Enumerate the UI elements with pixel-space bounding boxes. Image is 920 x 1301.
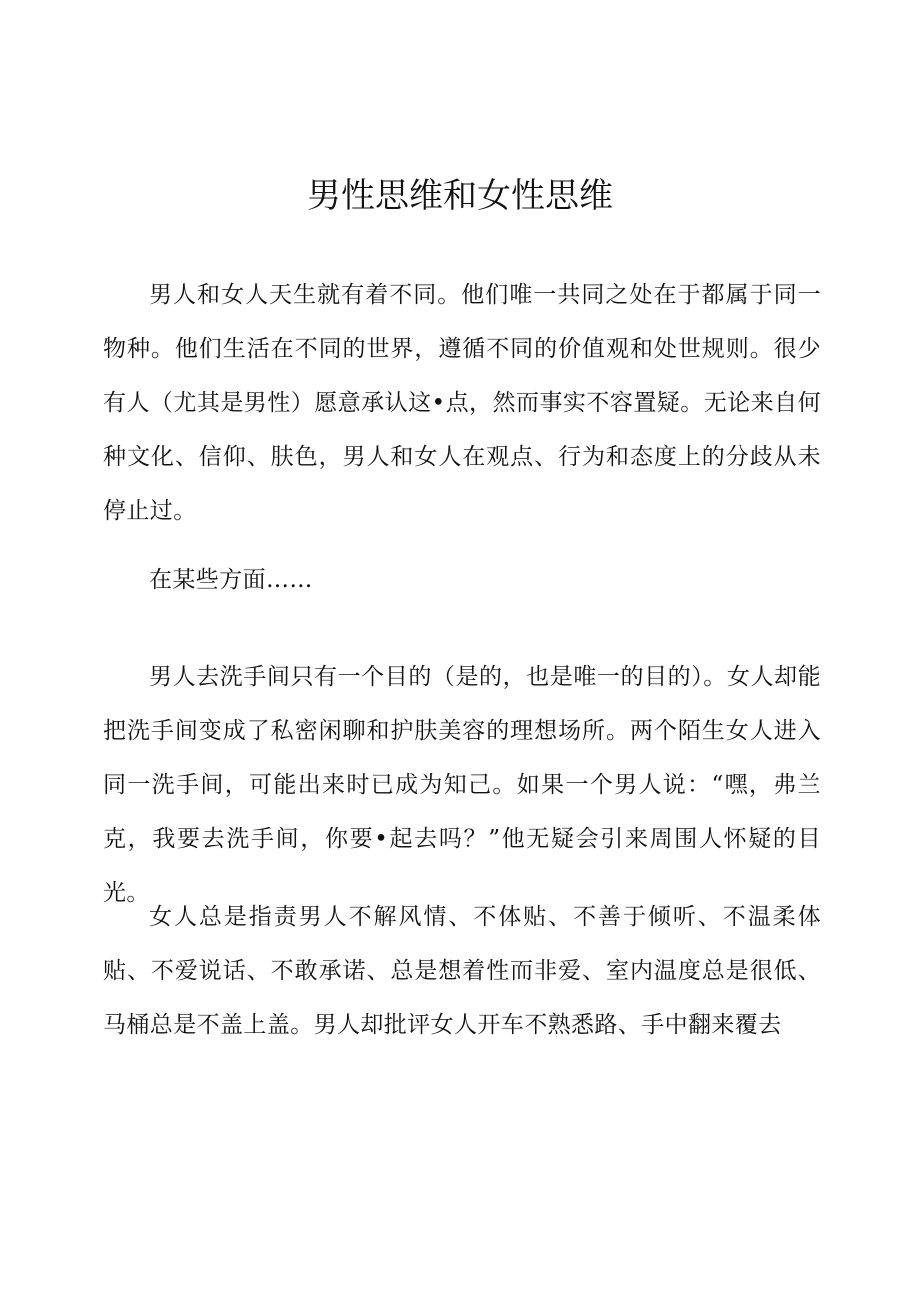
paragraph-some-aspects: 在某些方面…… — [149, 567, 313, 593]
paragraph-complaints: 女人总是指责男人不解风情、不体贴、不善于倾听、不温柔体贴、不爱说话、不敢承诺、总是想着性而非爱、室内温度总是很低、马桶总是不盖上盖。男人却批评女人开车不熟悉路、手中翻来覆去 — [103, 904, 821, 1038]
paragraph-restroom: 男人去洗手间只有一个目的（是的，也是唯一的目的）。女人却能把洗手间变成了私密闲聊和护肤美容的理想场所。两个陌生女人进入同一洗手间，可能出来时已成为知己。如果一个男人说：“嘿，弗兰克，我要去洗手间，你要•起去吗？”他无疑会引来周围人怀疑的目光。 — [103, 664, 821, 906]
document-title: 男性思维和女性思维 — [307, 176, 613, 216]
paragraph-intro: 男人和女人天生就有着不同。他们唯一共同之处在于都属于同一物种。他们生活在不同的世界，遵循不同的价值观和处世规则。很少有人（尤其是男性）愿意承认这•点，然而事实不容置疑。无论来自何种文化、信仰、肤色，男人和女人在观点、行为和态度上的分歧从未停止过。 — [103, 282, 821, 524]
